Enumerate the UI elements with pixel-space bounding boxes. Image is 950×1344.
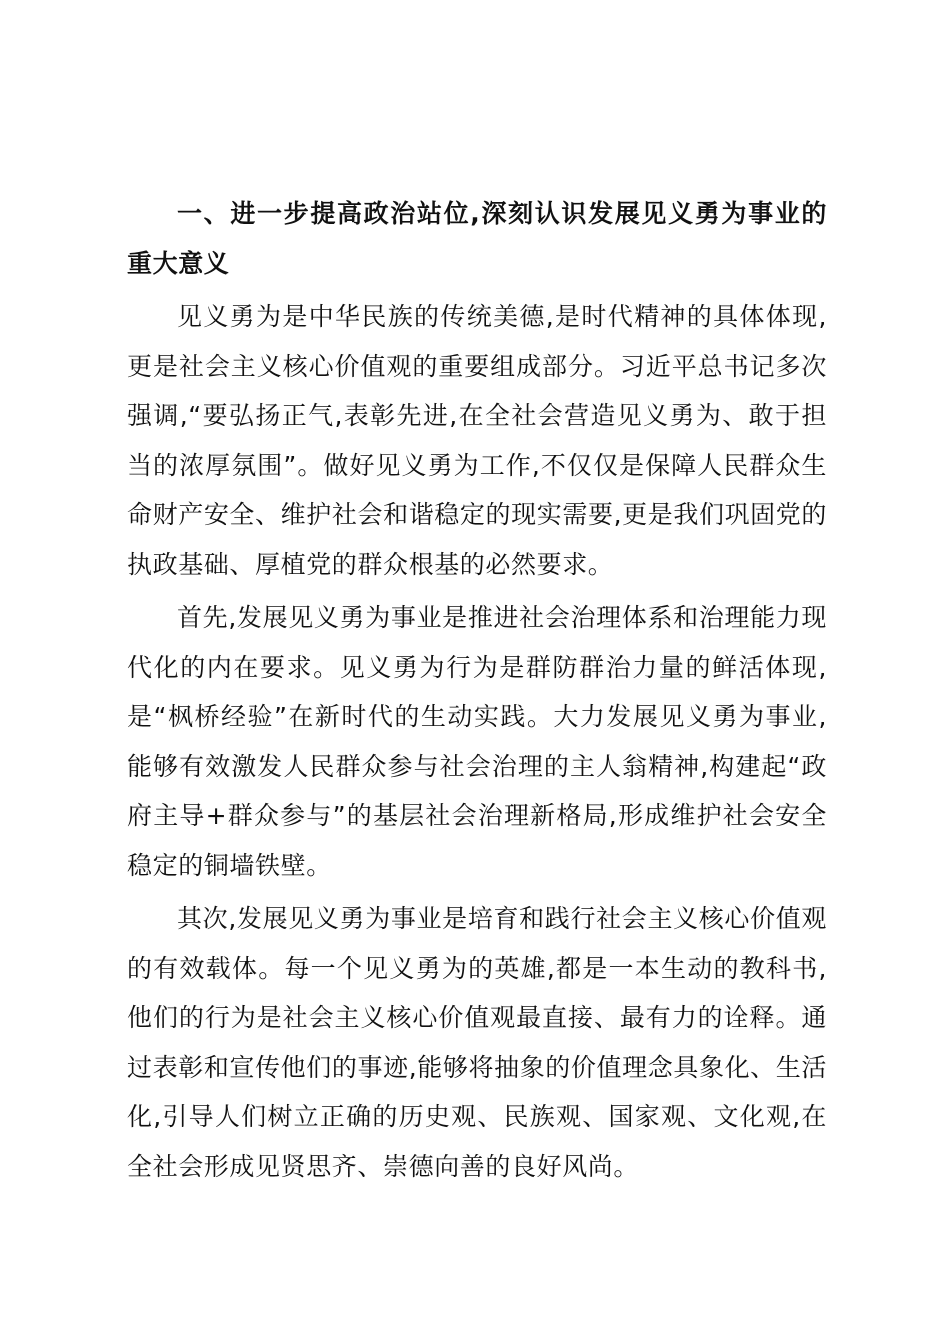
document-body	[127, 189, 827, 1191]
paragraph-second-point: 其次,发展见义勇为事业是培育和践行社会主义核心价值观的有效载体。每一个见义勇为的英雄,都是一本生动的教科书,他们的行为是社会主义核心价值观最直接、最有力的诠释。通过表彰和宣传他们的事迹,能够将抽象的价值理念具象化、生活化,引导人们树立正确的历史观、民族观、国家观、文化观,在全社会形成见贤思齐、崇德向善的良好风尚。	[127, 904, 827, 1181]
paragraph-first-point: 首先,发展见义勇为事业是推进社会治理体系和治理能力现代化的内在要求。见义勇为行为是群防群治力量的鲜活体现,是“枫桥经验”在新时代的生动实践。大力发展见义勇为事业,能够有效激发人民群众参与社会治理的主人翁精神,构建起“政府主导+群众参与”的基层社会治理新格局,形成维护社会安全稳定的铜墙铁壁。	[127, 603, 827, 880]
paragraph-intro: 见义勇为是中华民族的传统美德,是时代精神的具体体现,更是社会主义核心价值观的重要组成部分。习近平总书记多次强调,“要弘扬正气,表彰先进,在全社会营造见义勇为、敢于担当的浓厚氛围”。做好见义勇为工作,不仅仅是保障人民群众生命财产安全、维护社会和谐稳定的现实需要,更是我们巩固党的执政基础、厚植党的群众根基的必然要求。	[127, 302, 827, 579]
section-heading: 一、进一步提高政治站位,深刻认识发展见义勇为事业的重大意义	[127, 199, 827, 278]
